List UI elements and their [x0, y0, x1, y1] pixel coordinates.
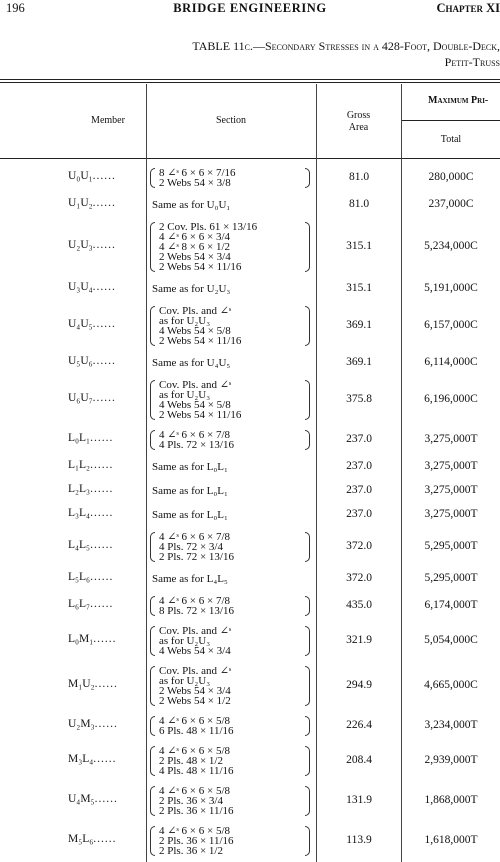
gross-area-cell: 435.0: [346, 599, 372, 611]
member-cell: [68, 539, 113, 551]
leader-dots: ......: [92, 318, 116, 330]
running-head: [0, 0, 500, 18]
section-cell: [150, 430, 310, 450]
member-label: U₂M₃: [68, 718, 95, 730]
member-label: M₁U₂: [68, 678, 95, 690]
section-cell: [150, 484, 310, 498]
section-line: 6 Pls. 48 × 11/16: [159, 725, 234, 737]
section-line: 2 Webs 54 × 3/4: [159, 251, 231, 263]
section-cell: [150, 508, 310, 522]
maximum-subrule: [402, 120, 500, 121]
right-brace: [305, 746, 310, 776]
leader-dots: ......: [93, 833, 117, 845]
section-line: Cov. Pls. and ∠ˢ: [159, 305, 232, 317]
table-top-rule: [0, 79, 500, 80]
section-line: Same as for L₀L₁: [152, 509, 228, 521]
gross-area-cell: 372.0: [346, 540, 372, 552]
member-label: U₁U₂: [68, 197, 93, 209]
section-line: as for U₂U₃: [159, 389, 211, 401]
section-line: Cov. Pls. and ∠ˢ: [159, 379, 232, 391]
leader-dots: ......: [92, 170, 116, 182]
member-cell: [68, 571, 113, 583]
leader-dots: ......: [92, 281, 116, 293]
section-line: 4 ∠ˢ 6 × 6 × 5/8: [159, 745, 231, 757]
section-cell: [150, 168, 310, 188]
total-stress-cell: 5,295,000T: [424, 540, 478, 552]
section-line: 4 ∠ˢ 6 × 6 × 5/8: [159, 785, 231, 797]
member-label: L₆L₇: [68, 598, 91, 610]
leader-dots: ......: [90, 432, 114, 444]
section-line: 4 Webs 54 × 5/8: [159, 399, 231, 411]
left-brace: [150, 168, 155, 188]
leader-dots: ......: [90, 507, 114, 519]
header-total: Total: [440, 134, 462, 145]
col-divider-section: [316, 84, 317, 862]
leader-dots: ......: [90, 539, 114, 551]
gross-area-cell: 321.9: [346, 634, 372, 646]
header-gross-line-2: Area: [348, 122, 369, 133]
section-cell: [150, 222, 310, 272]
total-stress-cell: 3,275,000T: [424, 460, 478, 472]
member-label: M₃L₄: [68, 753, 94, 765]
member-label: L₅L₆: [68, 571, 91, 583]
leader-dots: ......: [90, 598, 114, 610]
left-brace: [150, 380, 155, 420]
member-cell: [68, 793, 118, 805]
section-line: 4 ∠ˢ 6 × 6 × 7/8: [159, 429, 231, 441]
leader-dots: ......: [93, 753, 117, 765]
section-line: 2 Webs 54 × 1/2: [159, 695, 231, 707]
member-cell: [68, 170, 116, 182]
member-cell: [68, 432, 113, 444]
section-line: 4 Webs 54 × 3/4: [159, 645, 231, 657]
gross-area-cell: 369.1: [346, 319, 372, 331]
member-cell: [68, 678, 118, 690]
gross-area-cell: 81.0: [348, 171, 370, 183]
member-cell: [68, 833, 117, 845]
total-stress-cell: 5,054,000C: [424, 634, 478, 646]
right-brace: [305, 626, 310, 656]
section-line: Same as for U₄U₅: [152, 357, 231, 369]
section-line: 2 Webs 54 × 11/16: [159, 335, 242, 347]
gross-area-cell: 131.9: [346, 794, 372, 806]
section-line: Same as for U₀U₁: [152, 199, 231, 211]
gross-area-cell: 369.1: [346, 356, 372, 368]
member-label: L₃L₄: [68, 507, 91, 519]
total-stress-cell: 3,275,000T: [424, 433, 478, 445]
header-member: Member: [91, 115, 125, 126]
section-line: 4 ∠ˢ 6 × 6 × 7/8: [159, 595, 231, 607]
member-cell: [68, 483, 113, 495]
section-line: 2 Pls. 48 × 1/2: [159, 755, 223, 767]
section-line: as for U₂U₃: [159, 675, 211, 687]
total-stress-cell: 2,939,000T: [424, 754, 478, 766]
right-brace: [305, 430, 310, 450]
gross-area-cell: 315.1: [346, 282, 372, 294]
member-label: L₄L₅: [68, 539, 91, 551]
total-stress-cell: 3,275,000T: [424, 484, 478, 496]
member-label: L₀L₁: [68, 432, 91, 444]
section-line: 2 Webs 54 × 3/4: [159, 685, 231, 697]
header-maximum: Maximum Pri-: [428, 95, 489, 106]
section-line: 4 ∠ˢ 6 × 6 × 5/8: [159, 715, 231, 727]
total-stress-cell: 6,157,000C: [424, 319, 478, 331]
left-brace: [150, 532, 155, 562]
section-line: 4 ∠ˢ 6 × 6 × 5/8: [159, 825, 231, 837]
section-cell: [150, 572, 310, 586]
right-brace: [305, 826, 310, 856]
leader-dots: ......: [90, 459, 114, 471]
section-line: 2 Cov. Pls. 61 × 13/16: [159, 221, 258, 233]
leader-dots: ......: [92, 355, 116, 367]
section-line: 4 Pls. 72 × 3/4: [159, 541, 223, 553]
total-stress-cell: 3,275,000T: [424, 508, 478, 520]
total-stress-cell: 5,234,000C: [424, 240, 478, 252]
member-cell: [68, 318, 116, 330]
left-brace: [150, 430, 155, 450]
section-line: 4 Pls. 48 × 11/16: [159, 765, 234, 777]
member-label: U₂U₃: [68, 239, 93, 251]
member-cell: [68, 753, 117, 765]
section-line: 4 ∠ˢ 8 × 6 × 1/2: [159, 241, 231, 253]
col-divider-member: [146, 84, 147, 862]
gross-area-cell: 294.9: [346, 679, 372, 691]
section-line: 4 Webs 54 × 5/8: [159, 325, 231, 337]
section-line: as for U₂U₃: [159, 315, 211, 327]
section-line: 2 Pls. 72 × 13/16: [159, 551, 234, 563]
total-stress-cell: 6,114,000C: [424, 356, 478, 368]
section-cell: [150, 746, 310, 776]
member-label: L₂L₃: [68, 483, 91, 495]
right-brace: [305, 222, 310, 272]
header-section: Section: [216, 115, 246, 126]
section-cell: [150, 306, 310, 346]
member-cell: [68, 239, 116, 251]
section-cell: [150, 626, 310, 656]
section-cell: [150, 596, 310, 616]
header-bottom-rule: [0, 158, 500, 159]
gross-area-cell: 208.4: [346, 754, 372, 766]
member-label: U₀U₁: [68, 170, 93, 182]
member-cell: [68, 281, 116, 293]
left-brace: [150, 826, 155, 856]
header-gross-line-1: Gross: [346, 110, 371, 121]
total-stress-cell: 1,868,000T: [424, 794, 478, 806]
section-cell: [150, 282, 310, 296]
member-cell: [68, 633, 117, 645]
total-stress-cell: 280,000C: [428, 171, 474, 183]
gross-area-cell: 81.0: [348, 198, 370, 210]
leader-dots: ......: [90, 483, 114, 495]
total-stress-cell: 1,618,000T: [424, 834, 478, 846]
section-line: 4 ∠ˢ 6 × 6 × 3/4: [159, 231, 231, 243]
member-label: L₀M₁: [68, 633, 94, 645]
left-brace: [150, 746, 155, 776]
member-cell: [68, 197, 116, 209]
leader-dots: ......: [94, 678, 118, 690]
left-brace: [150, 666, 155, 706]
section-line: 2 Pls. 36 × 11/16: [159, 835, 234, 847]
left-brace: [150, 222, 155, 272]
leader-dots: ......: [94, 718, 118, 730]
total-stress-cell: 6,174,000T: [424, 599, 478, 611]
member-label: U₃U₄: [68, 281, 93, 293]
table-top-rule-2: [0, 82, 500, 83]
right-brace: [305, 786, 310, 816]
section-line: Same as for L₄L₅: [152, 573, 228, 585]
gross-area-cell: 237.0: [346, 460, 372, 472]
left-brace: [150, 306, 155, 346]
total-stress-cell: 6,196,000C: [424, 393, 478, 405]
member-cell: [68, 718, 118, 730]
section-cell: [150, 826, 310, 856]
section-line: Cov. Pls. and ∠ˢ: [159, 625, 232, 637]
total-stress-cell: 4,665,000C: [424, 679, 478, 691]
leader-dots: ......: [94, 793, 118, 805]
section-cell: [150, 356, 310, 370]
section-line: 2 Pls. 36 × 11/16: [159, 805, 234, 817]
section-line: Same as for L₀L₁: [152, 461, 228, 473]
left-brace: [150, 716, 155, 736]
right-brace: [305, 716, 310, 736]
section-line: 2 Webs 54 × 3/8: [159, 177, 231, 189]
section-line: Same as for U₂U₃: [152, 283, 231, 295]
section-cell: [150, 716, 310, 736]
member-cell: [68, 459, 113, 471]
total-stress-cell: 5,295,000T: [424, 572, 478, 584]
member-label: U₅U₆: [68, 355, 93, 367]
member-label: U₄M₅: [68, 793, 95, 805]
section-cell: [150, 666, 310, 706]
member-label: L₁L₂: [68, 459, 91, 471]
section-cell: [150, 198, 310, 212]
total-stress-cell: 237,000C: [428, 198, 474, 210]
section-line: 2 Webs 54 × 11/16: [159, 409, 242, 421]
gross-area-cell: 315.1: [346, 240, 372, 252]
leader-dots: ......: [92, 392, 116, 404]
running-title: BRIDGE ENGINEERING: [173, 1, 327, 15]
section-line: 4 ∠ˢ 6 × 6 × 7/8: [159, 531, 231, 543]
member-cell: [68, 355, 116, 367]
leader-dots: ......: [92, 239, 116, 251]
member-label: U₆U₇: [68, 392, 93, 404]
right-brace: [305, 306, 310, 346]
right-brace: [305, 666, 310, 706]
section-line: Cov. Pls. and ∠ˢ: [159, 665, 232, 677]
table-caption: [100, 38, 500, 70]
section-line: 8 Pls. 72 × 13/16: [159, 605, 234, 617]
gross-area-cell: 237.0: [346, 484, 372, 496]
section-line: Same as for L₀L₁: [152, 485, 228, 497]
total-stress-cell: 3,234,000T: [424, 719, 478, 731]
section-line: 2 Pls. 36 × 3/4: [159, 795, 223, 807]
gross-area-cell: 375.8: [346, 393, 372, 405]
chapter-label: Chapter XI: [436, 1, 500, 15]
right-brace: [305, 380, 310, 420]
member-label: U₄U₅: [68, 318, 93, 330]
left-brace: [150, 596, 155, 616]
caption-line-2: Petit-Truss: [444, 55, 500, 69]
header-gross-area: [316, 110, 401, 134]
section-cell: [150, 460, 310, 474]
section-cell: [150, 380, 310, 420]
section-cell: [150, 532, 310, 562]
gross-area-cell: 372.0: [346, 572, 372, 584]
page-number: 196: [6, 1, 25, 15]
left-brace: [150, 626, 155, 656]
member-cell: [68, 392, 116, 404]
leader-dots: ......: [90, 571, 114, 583]
caption-line-1: TABLE 11c.—Secondary Stresses in a 428-Foot, Double-Deck,: [192, 39, 500, 53]
left-brace: [150, 786, 155, 816]
right-brace: [305, 168, 310, 188]
gross-area-cell: 237.0: [346, 433, 372, 445]
section-line: 8 ∠ˢ 6 × 6 × 7/16: [159, 167, 236, 179]
member-cell: [68, 507, 113, 519]
gross-area-cell: 237.0: [346, 508, 372, 520]
right-brace: [305, 596, 310, 616]
total-stress-cell: 5,191,000C: [424, 282, 478, 294]
section-line: 2 Webs 54 × 11/16: [159, 261, 242, 273]
section-line: 4 Pls. 72 × 13/16: [159, 439, 234, 451]
gross-area-cell: 113.9: [346, 834, 372, 846]
gross-area-cell: 226.4: [346, 719, 372, 731]
member-cell: [68, 598, 113, 610]
leader-dots: ......: [93, 633, 117, 645]
section-line: 2 Pls. 36 × 1/2: [159, 845, 223, 857]
section-cell: [150, 786, 310, 816]
section-line: as for U₂U₃: [159, 635, 211, 647]
member-label: M₅L₆: [68, 833, 94, 845]
right-brace: [305, 532, 310, 562]
leader-dots: ......: [92, 197, 116, 209]
